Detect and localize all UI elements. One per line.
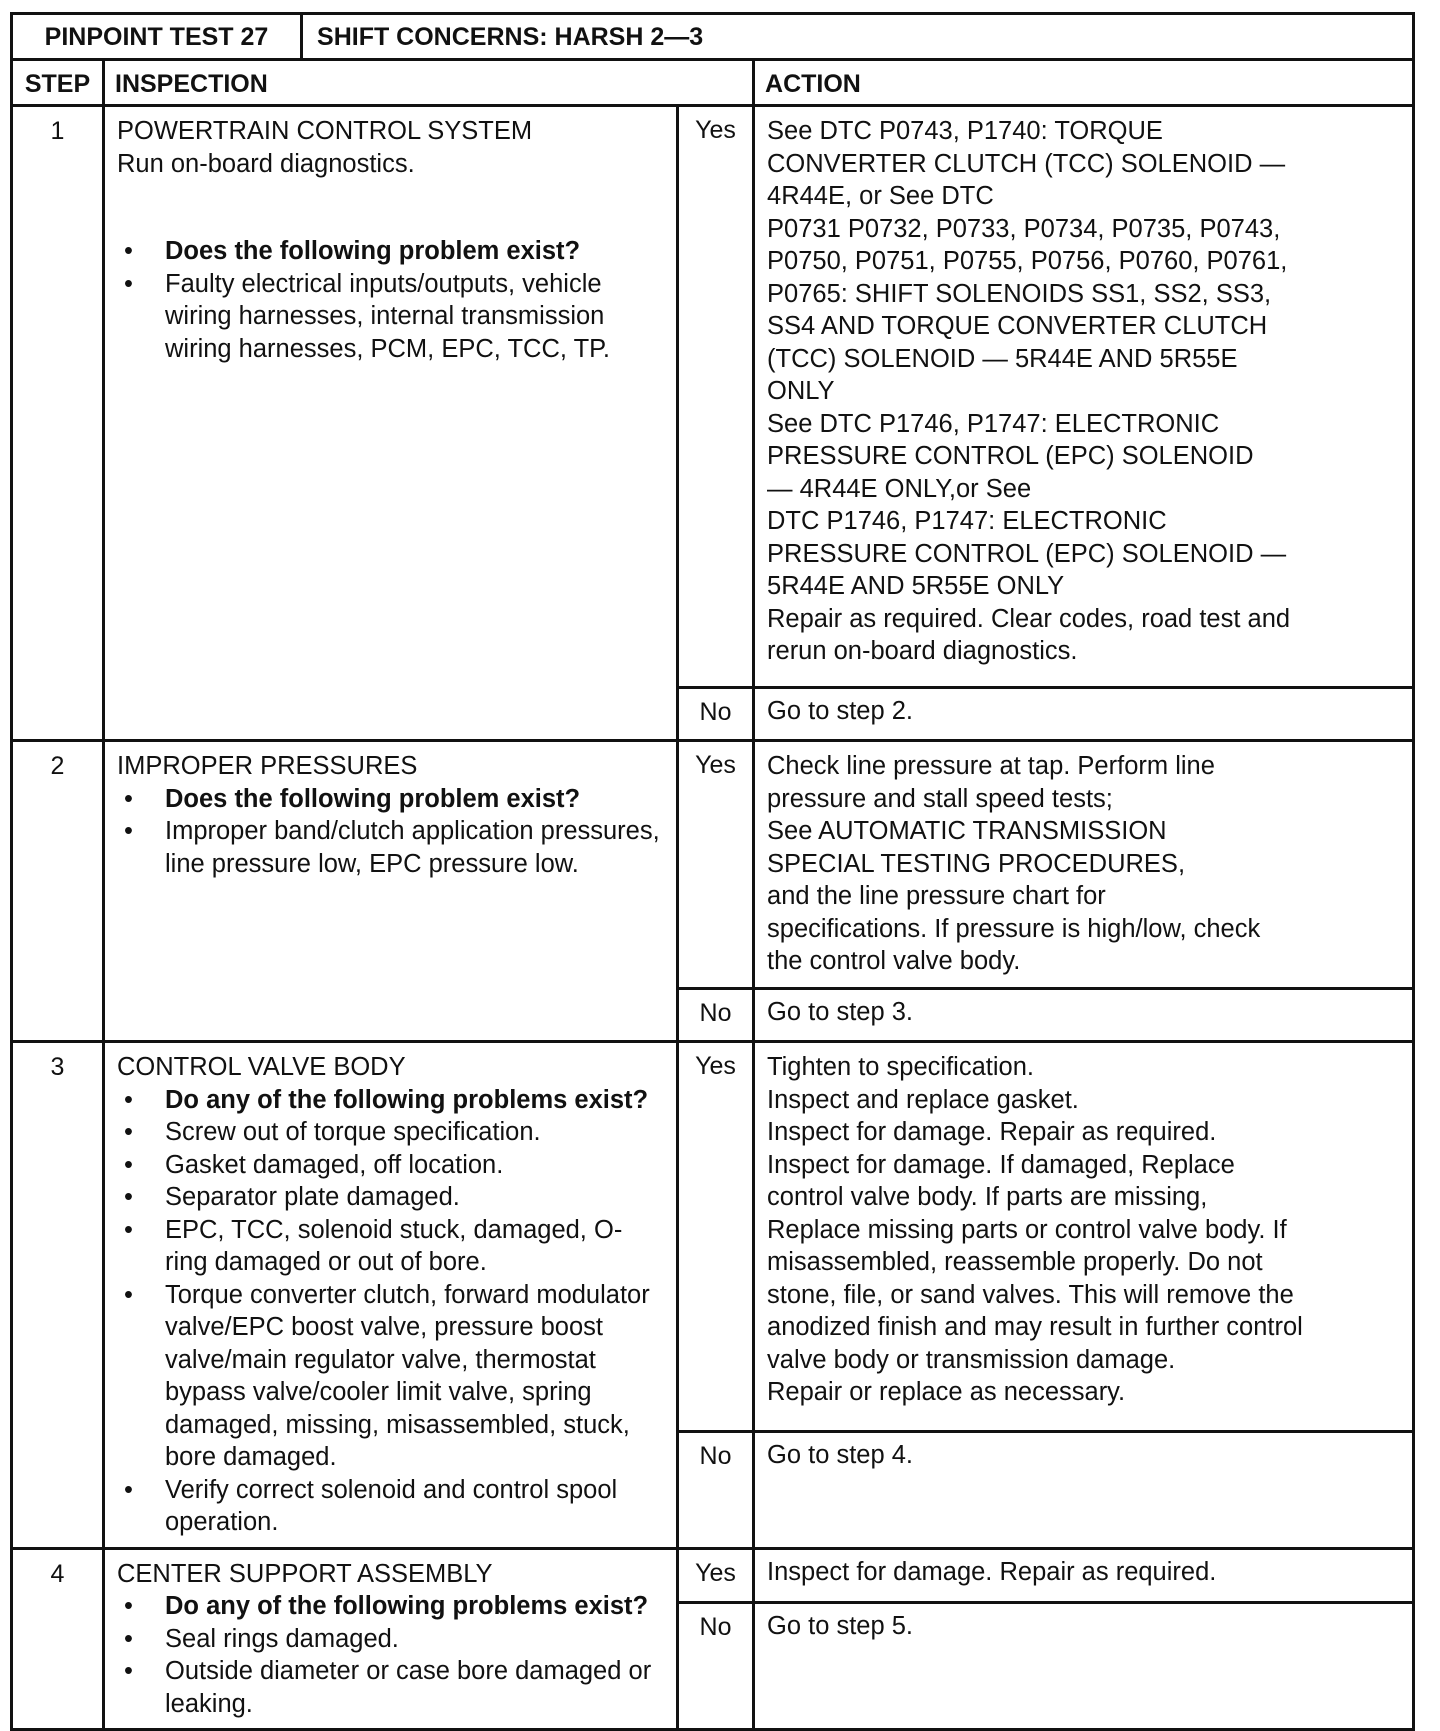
bullet-icon: • [124,817,133,845]
step-2-no-action [754,989,1414,1042]
list-item [117,1474,664,1539]
bullet-text: EPC, TCC, solenoid stuck, damaged, O-ring damaged or out of bore. [165,1215,623,1276]
yes-label-cell [678,106,754,688]
step-4-no-action [754,1603,1414,1730]
step-column-header [12,60,104,106]
list-item [117,1116,664,1149]
step-number [12,741,104,1042]
list-item [117,1590,664,1623]
action-line: Inspect for damage. If damaged, Replace [767,1150,1235,1179]
step-number [12,1548,104,1730]
list-item [117,1279,664,1474]
no-label: No [699,1442,732,1471]
step-3-no-action [754,1432,1414,1548]
list-item [117,1149,664,1182]
bullet-text: Outside diameter or case bore damaged or leaking. [165,1657,652,1718]
list-item [117,1623,664,1656]
yes-label: Yes [695,1558,736,1587]
yes-label-cell [678,741,754,989]
step-question: Does the following problem exist? [165,784,581,813]
step-1-yes-action [754,106,1414,688]
action-line: 4R44E, or See DTC [767,182,994,210]
bullet-icon: • [124,1215,133,1244]
step-title: CENTER SUPPORT ASSEMBLY [117,1559,493,1588]
no-label: No [699,999,732,1027]
bullet-icon: • [124,237,133,265]
no-label-cell [678,989,754,1042]
step-3-inspection [104,1042,678,1549]
no-label-cell [678,688,754,741]
yes-label: Yes [695,751,736,779]
step-header-label: STEP [24,70,91,98]
action-line: Repair as required. Clear codes, road test and [767,604,1291,633]
bullet-icon: • [124,1085,133,1114]
action-line: See DTC P1746, P1747: ELECTRONIC [767,409,1220,438]
list-item [117,783,664,816]
step-question: Do any of the following problems exist? [165,1085,649,1114]
action-line: misassembled, reassemble properly. Do not [767,1248,1263,1276]
action-line: — 4R44E ONLY,or See [767,474,1032,503]
action-line: PRESSURE CONTROL (EPC) SOLENOID [767,442,1254,470]
action-line: PRESSURE CONTROL (EPC) SOLENOID — [767,539,1287,568]
action-line: 5R44E AND 5R55E ONLY [767,572,1065,600]
step-1-inspection [104,106,678,741]
step-number-text: 2 [50,752,65,780]
list-item [117,1214,664,1279]
bullet-icon: • [124,1592,133,1620]
action-line: P0731 P0732, P0733, P0734, P0735, P0743, [767,214,1281,243]
bullet-icon: • [124,1118,133,1146]
bullet-text: Verify correct solenoid and control spool operation. [165,1475,618,1536]
concern-label: SHIFT CONCERNS: HARSH 2—3 [317,23,704,51]
action-header-label: ACTION [765,70,861,98]
pinpoint-test-table [10,12,1415,1731]
bullet-text: Improper band/clutch application pressures, line pressure low, EPC pressure low. [165,817,660,878]
no-label-cell [678,1603,754,1730]
step-number-text: 4 [50,1559,65,1588]
action-line: the control valve body. [767,947,1021,975]
action-line: pressure and stall speed tests; [767,784,1113,813]
step-2-bullet-list [117,783,664,881]
pinpoint-test-document [10,12,1412,1731]
bullet-text: Seal rings damaged. [165,1624,399,1653]
action-line: Go to step 5. [767,1612,914,1641]
action-line: Inspect for damage. Repair as required. [767,1557,1217,1586]
bullet-text: Screw out of torque specification. [165,1118,541,1146]
step-2-yes-action [754,741,1414,989]
step-4-yes-row [12,1548,1414,1603]
list-item [117,815,664,880]
action-line: Replace missing parts or control valve body. If [767,1215,1287,1244]
action-line: Tighten to specification. [767,1053,1034,1081]
step-2-inspection [104,741,678,1042]
concern-cell [302,14,1414,60]
action-line: stone, file, or sand valves. This will remove the [767,1280,1294,1309]
list-item [117,1084,664,1117]
test-number-cell [12,14,302,60]
action-line: Check line pressure at tap. Perform line [767,752,1215,780]
action-line: See AUTOMATIC TRANSMISSION [767,817,1167,845]
step-number [12,1042,104,1549]
list-item [117,1181,664,1214]
bullet-icon: • [124,1183,133,1211]
step-2-yes-row [12,741,1414,989]
bullet-text: Separator plate damaged. [165,1183,460,1211]
action-line: SPECIAL TESTING PROCEDURES, [767,849,1186,878]
action-line: CONVERTER CLUTCH (TCC) SOLENOID — [767,149,1286,178]
bullet-icon: • [124,269,133,298]
action-line: P0765: SHIFT SOLENOIDS SS1, SS2, SS3, [767,279,1272,308]
step-4-inspection [104,1548,678,1730]
bullet-text: Torque converter clutch, forward modulator valve/EPC boost valve, pressure boost valve/main regulator valve, thermostat bypass valve/cooler limit valve, spring damaged, missing, misassembled, stuck, bore damaged. [165,1280,650,1471]
bullet-icon: • [124,1280,133,1309]
action-line: ONLY [767,377,835,405]
bullet-icon: • [124,1657,133,1685]
step-4-bullet-list [117,1590,664,1720]
list-item [117,235,664,268]
step-number-text: 3 [50,1053,65,1081]
action-line: (TCC) SOLENOID — 5R44E AND 5R55E [767,344,1238,373]
step-1-bullet-list [117,235,664,365]
inspection-column-header [104,60,754,106]
title-row [12,14,1414,60]
yes-label-cell [678,1042,754,1432]
action-line: rerun on-board diagnostics. [767,637,1078,665]
step-question: Does the following problem exist? [165,237,581,265]
action-line: Repair or replace as necessary. [767,1378,1126,1406]
no-label: No [699,1613,732,1642]
step-3-yes-action [754,1042,1414,1432]
yes-label-cell [678,1548,754,1603]
action-line: anodized finish and may result in further control [767,1313,1303,1341]
action-line: valve body or transmission damage. [767,1345,1176,1374]
step-1-yes-row [12,106,1414,688]
list-item [117,268,664,366]
action-line: specifications. If pressure is high/low, check [767,914,1261,943]
step-title: IMPROPER PRESSURES [117,752,418,780]
action-line: Go to step 4. [767,1441,914,1470]
step-number-text: 1 [50,117,65,145]
step-title: CONTROL VALVE BODY [117,1053,406,1081]
step-4-yes-action [754,1548,1414,1603]
action-line: Inspect and replace gasket. [767,1085,1079,1114]
no-label: No [699,698,732,726]
step-title: POWERTRAIN CONTROL SYSTEM [117,117,533,145]
inspection-header-label: INSPECTION [115,70,268,98]
column-header-row [12,60,1414,106]
bullet-icon: • [124,784,133,813]
action-line: P0750, P0751, P0755, P0756, P0760, P0761, [767,247,1288,275]
action-column-header [754,60,1414,106]
test-number-label: PINPOINT TEST 27 [44,23,269,51]
action-line: See DTC P0743, P1740: TORQUE [767,117,1163,145]
action-line: Go to step 2. [767,697,914,725]
action-line: SS4 AND TORQUE CONVERTER CLUTCH [767,312,1268,340]
step-question: Do any of the following problems exist? [165,1592,649,1620]
step-number [12,106,104,741]
yes-label: Yes [695,1052,736,1080]
action-line: Inspect for damage. Repair as required. [767,1118,1217,1146]
yes-label: Yes [695,116,736,144]
list-item [117,1655,664,1720]
bullet-icon: • [124,1624,133,1653]
step-3-yes-row [12,1042,1414,1432]
bullet-text: Faulty electrical inputs/outputs, vehicle wiring harnesses, internal transmission wiring harnesses, PCM, EPC, TCC, TP. [165,269,610,363]
action-line: and the line pressure chart for [767,882,1106,910]
action-line: Go to step 3. [767,998,914,1026]
step-lead: Run on-board diagnostics. [117,149,415,178]
step-3-bullet-list [117,1084,664,1539]
bullet-icon: • [124,1150,133,1179]
bullet-icon: • [124,1475,133,1504]
action-line: DTC P1746, P1747: ELECTRONIC [767,507,1167,535]
bullet-text: Gasket damaged, off location. [165,1150,504,1179]
no-label-cell [678,1432,754,1548]
step-1-no-action [754,688,1414,741]
action-line: control valve body. If parts are missing, [767,1183,1208,1211]
